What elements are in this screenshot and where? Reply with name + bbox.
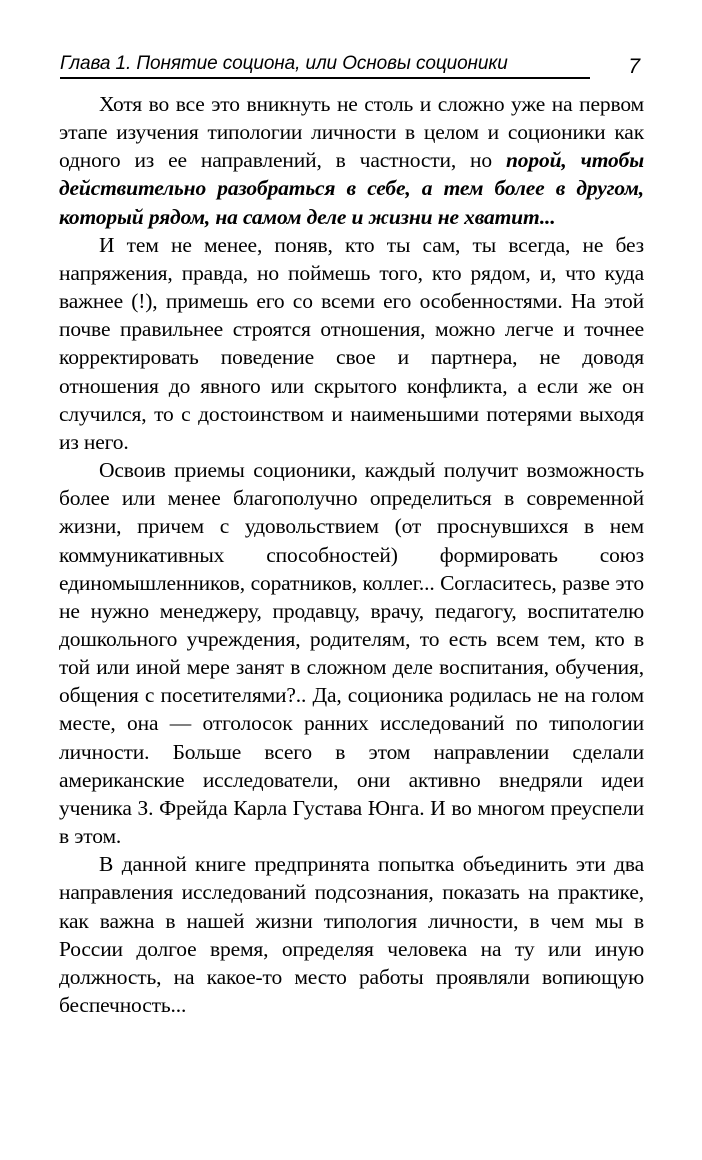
paragraph-2: И тем не менее, поняв, кто ты сам, ты всегда, не без напряжения, правда, но поймешь того, кто рядом, и, что куда важнее (!), примешь его со всеми его особенностями. На этой почве правильнее строятся отношения, можно легче и точнее корректировать поведение свое и партнера, не доводя отношения до явного или скрытого конфликта, а если же он случился, то с достоинством и наименьшими потерями выходя из него.	[59, 232, 644, 454]
chapter-title: Глава 1. Понятие социона, или Основы соционики	[60, 53, 508, 74]
paragraph-1	[59, 90, 644, 231]
paragraph-3: Освоив приемы соционики, каждый получит возможность более или менее благополучно определиться в современной жизни, причем с удовольствием (от проснувшихся в нем коммуникативных способностей) формировать союз единомышленников, соратников, коллег... Согласитесь, разве это не нужно менеджеру, продавцу, врачу, педагогу, воспитателю дошкольного учреждения, родителям, то есть всем тем, кто в той или иной мере занят в сложном деле воспитания, обучения, общения с посетителями?.. Да, соционика родилась не на голом месте, она — отголосок ранних исследований по типологии личности. Больше всего в этом направлении сделали американские исследователи, они активно внедряли идеи ученика З. Фрейда Карла Густава Юнга. И во многом преуспели в этом.	[59, 458, 644, 849]
header-rule	[60, 77, 590, 79]
paragraph-1-emphasis: порой, чтобы действительно разобраться в себе, а тем более в другом, который рядом, на самом деле и жизни не хватит...	[59, 148, 644, 229]
paragraph-1-text: Хотя во все это вникнуть не столь и сложно уже на первом этапе изучения типологии личности в целом и соционики как одного из ее направлений, в частности, но	[59, 92, 644, 173]
running-header	[60, 53, 640, 83]
paragraph-4: В данной книге предпринята попытка объединить эти два направления исследований подсознания, показать на практике, как важна в нашей жизни типология личности, в чем мы в России долгое время, определяя человека на ту или иную должность, на какое-то место работы проявляли вопиющую беспечность...	[59, 852, 644, 1017]
body-text	[59, 90, 644, 1019]
page-number: 7	[628, 55, 640, 78]
